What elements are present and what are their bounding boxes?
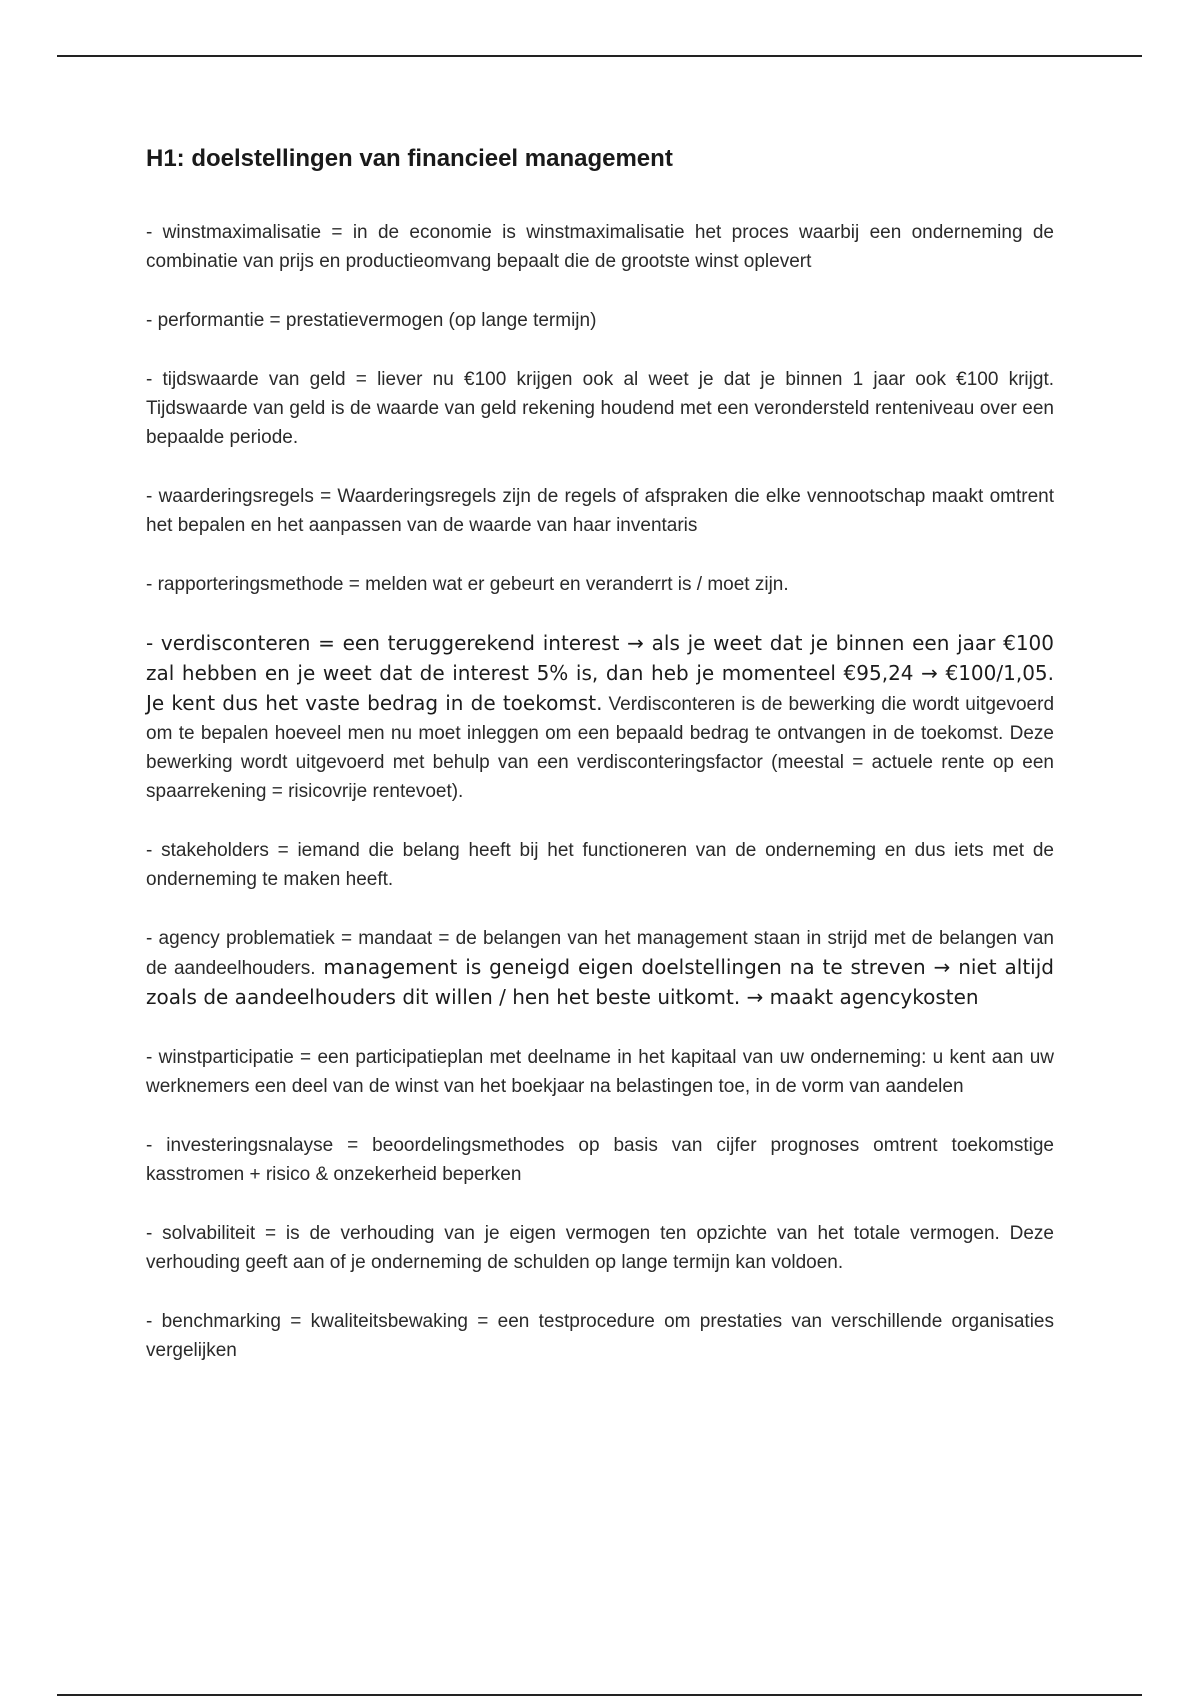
entry-tijdswaarde: - tijdswaarde van geld = liever nu €100 krijgen ook al weet je dat je binnen 1 jaar ook €100 krijgt. Tijdswaarde van geld is de waarde van geld rekening houdend met een verondersteld renteniveau over een bepaalde periode. (146, 369, 1054, 448)
entry-stakeholders: - stakeholders = iemand die belang heeft bij het functioneren van de onderneming en dus iets met de onderneming te maken heeft. (146, 840, 1054, 890)
header-rule (57, 55, 1142, 57)
entry-verdisconteren (146, 629, 1054, 806)
entry-agency-part-b: management is geneigd eigen doelstellingen na te streven → niet altijd zoals de aandeelhouders dit willen / hen het beste uitkomt. → maakt agencykosten (146, 955, 1054, 1009)
entry-benchmarking: - benchmarking = kwaliteitsbewaking = een testprocedure om prestaties van verschillende organisaties vergelijken (146, 1311, 1054, 1361)
entry-performantie: - performantie = prestatievermogen (op lange termijn) (146, 310, 597, 331)
entry-waarderingsregels: - waarderingsregels = Waarderingsregels zijn de regels of afspraken die elke vennootschap maakt omtrent het bepalen en het aanpassen van de waarde van haar inventaris (146, 486, 1054, 536)
entry-rapporteringsmethode: - rapporteringsmethode = melden wat er gebeurt en veranderrt is / moet zijn. (146, 574, 789, 595)
document-body (146, 144, 1054, 1395)
entry-agency (146, 924, 1054, 1013)
footer-rule (57, 1694, 1142, 1696)
entry-verdisconteren-part-a: - verdisconteren = een teruggerekend interest → als je weet dat je binnen een jaar €100 zal hebben en je weet dat de interest 5% is, dan heb je momenteel €95,24 → €100/1,05. Je kent dus het vaste bedrag in de toekomst. (146, 631, 1054, 715)
entry-solvabiliteit: - solvabiliteit = is de verhouding van je eigen vermogen ten opzichte van het totale vermogen. Deze verhouding geeft aan of je onderneming de schulden op lange termijn kan voldoen. (146, 1223, 1054, 1273)
entry-agency-part-a: - agency problematiek = mandaat = de belangen van het management staan in strijd met de belangen van de aandeelhouders. (146, 928, 1054, 979)
entry-investeringsanalyse: - investeringsnalayse = beoordelingsmethodes op basis van cijfer prognoses omtrent toekomstige kasstromen + risico & onzekerheid beperken (146, 1135, 1054, 1185)
entry-verdisconteren-part-b: Verdisconteren is de bewerking die wordt uitgevoerd om te bepalen hoeveel men nu moet inleggen om een bepaald bedrag te ontvangen in de toekomst. Deze bewerking wordt uitgevoerd met behulp van een verdisconteringsfactor (meestal = actuele rente op een spaarrekening = risicovrije rentevoet). (146, 694, 1055, 802)
entry-winstparticipatie: - winstparticipatie = een participatieplan met deelname in het kapitaal van uw onderneming: u kent aan uw werknemers een deel van de winst van het boekjaar na belastingen toe, in de vorm van aandelen (146, 1047, 1054, 1097)
page-title: H1: doelstellingen van financieel management (146, 145, 673, 172)
entry-winstmaximalisatie: - winstmaximalisatie = in de economie is winstmaximalisatie het proces waarbij een onderneming de combinatie van prijs en productieomvang bepaalt die de grootste winst oplevert (146, 222, 1054, 272)
